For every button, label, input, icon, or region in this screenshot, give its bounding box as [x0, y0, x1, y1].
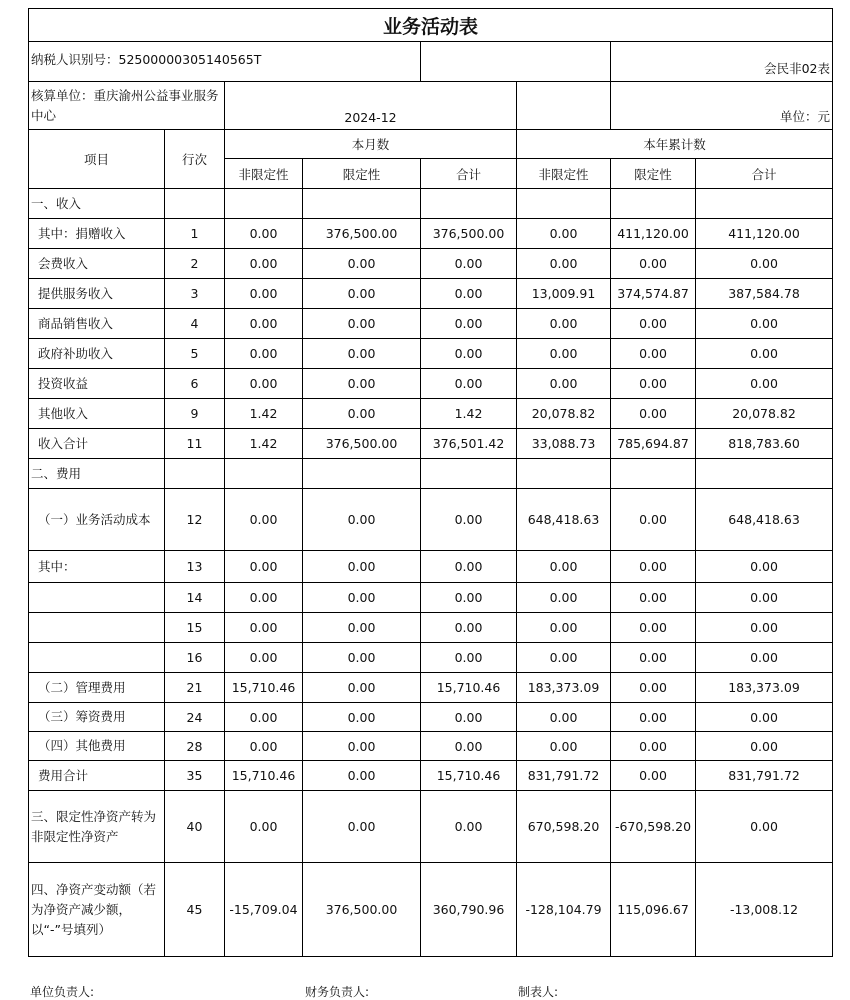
row-value: 0.00 [517, 551, 611, 583]
row-value: 0.00 [696, 613, 833, 643]
row-value: 0.00 [421, 791, 517, 863]
row-line-number: 14 [165, 583, 225, 613]
table-row [29, 673, 833, 703]
table-row [29, 369, 833, 399]
table-row [29, 613, 833, 643]
row-label: 二、费用 [29, 459, 165, 489]
table-row [29, 459, 833, 489]
row-value: 115,096.67 [611, 863, 696, 957]
row-label: 一、收入 [29, 189, 165, 219]
row-value: -128,104.79 [517, 863, 611, 957]
row-value [517, 189, 611, 219]
row-value: 0.00 [225, 613, 303, 643]
row-value: 0.00 [611, 583, 696, 613]
row-value: 0.00 [611, 249, 696, 279]
row-value: 374,574.87 [611, 279, 696, 309]
row-label: 其他收入 [29, 399, 165, 429]
row-value: 0.00 [303, 761, 421, 791]
row-value: 0.00 [696, 309, 833, 339]
row-line-number: 21 [165, 673, 225, 703]
row-value [611, 189, 696, 219]
row-value: 0.00 [421, 732, 517, 761]
row-value: 0.00 [611, 551, 696, 583]
header-ytd-total: 合计 [696, 159, 833, 189]
row-value: 0.00 [611, 732, 696, 761]
row-line-number: 2 [165, 249, 225, 279]
row-value: 376,500.00 [303, 219, 421, 249]
row-label: 提供服务收入 [29, 279, 165, 309]
row-value [696, 189, 833, 219]
table-row [29, 399, 833, 429]
row-value: 0.00 [421, 249, 517, 279]
row-value: 0.00 [421, 339, 517, 369]
row-value: 0.00 [303, 249, 421, 279]
header-total: 合计 [421, 159, 517, 189]
row-value: 0.00 [225, 583, 303, 613]
row-label: 三、限定性净资产转为非限定性净资产 [29, 791, 165, 863]
table-row [29, 219, 833, 249]
row-value: 183,373.09 [696, 673, 833, 703]
row-line-number: 11 [165, 429, 225, 459]
row-value: 0.00 [303, 339, 421, 369]
row-value: 0.00 [696, 732, 833, 761]
row-value: 376,500.00 [303, 863, 421, 957]
row-value: 0.00 [517, 583, 611, 613]
row-value: 0.00 [303, 703, 421, 732]
row-value: 0.00 [303, 399, 421, 429]
row-label: 其中：捐赠收入 [29, 219, 165, 249]
row-value: 0.00 [225, 643, 303, 673]
taxpayer-id: 纳税人识别号：52500000305140565T [29, 42, 421, 82]
table-row [29, 583, 833, 613]
table-row [29, 189, 833, 219]
preparer-label: 制表人: [518, 985, 559, 999]
row-value: 0.00 [303, 551, 421, 583]
row-value: 0.00 [421, 643, 517, 673]
row-value: 0.00 [303, 489, 421, 551]
row-line-number: 3 [165, 279, 225, 309]
row-line-number: 5 [165, 339, 225, 369]
row-value: 0.00 [611, 489, 696, 551]
row-value: 411,120.00 [696, 219, 833, 249]
header-ytd-unrestricted: 非限定性 [517, 159, 611, 189]
row-value: 0.00 [225, 279, 303, 309]
row-value: 0.00 [421, 703, 517, 732]
row-value: 0.00 [225, 339, 303, 369]
row-label [29, 643, 165, 673]
row-value: 670,598.20 [517, 791, 611, 863]
row-line-number [165, 189, 225, 219]
row-line-number: 35 [165, 761, 225, 791]
row-value: 0.00 [303, 583, 421, 613]
row-line-number: 6 [165, 369, 225, 399]
table-row [29, 429, 833, 459]
table-row [29, 643, 833, 673]
header-item: 项目 [29, 130, 165, 189]
row-label: （一）业务活动成本 [29, 489, 165, 551]
row-label: 四、净资产变动额（若为净资产减少额，以“-”号填列） [29, 863, 165, 957]
row-value: 0.00 [303, 613, 421, 643]
row-value [696, 459, 833, 489]
row-line-number: 40 [165, 791, 225, 863]
row-label: 费用合计 [29, 761, 165, 791]
row-value: 0.00 [696, 643, 833, 673]
row-value: 0.00 [517, 369, 611, 399]
period: 2024-12 [225, 82, 517, 130]
row-value: 33,088.73 [517, 429, 611, 459]
table-row [29, 249, 833, 279]
row-label [29, 583, 165, 613]
row-value: 0.00 [611, 673, 696, 703]
row-value: 0.00 [225, 703, 303, 732]
row-value: 15,710.46 [225, 761, 303, 791]
row-value: 0.00 [611, 643, 696, 673]
row-label: 政府补助收入 [29, 339, 165, 369]
row-value: 0.00 [303, 279, 421, 309]
row-value: 0.00 [517, 249, 611, 279]
row-value: 648,418.63 [517, 489, 611, 551]
row-value: 0.00 [611, 369, 696, 399]
row-label: （二）管理费用 [29, 673, 165, 703]
row-value: 15,710.46 [225, 673, 303, 703]
row-line-number: 1 [165, 219, 225, 249]
row-value: 0.00 [517, 309, 611, 339]
table-row [29, 309, 833, 339]
row-value: 0.00 [303, 732, 421, 761]
page-title: 业务活动表 [29, 9, 833, 42]
table-row [29, 863, 833, 957]
table-row [29, 791, 833, 863]
row-value: 0.00 [696, 791, 833, 863]
row-value: 831,791.72 [696, 761, 833, 791]
row-value: 0.00 [696, 703, 833, 732]
row-value: 0.00 [421, 583, 517, 613]
row-value: 183,373.09 [517, 673, 611, 703]
row-value: 360,790.96 [421, 863, 517, 957]
header-unrestricted: 非限定性 [225, 159, 303, 189]
header-line: 行次 [165, 130, 225, 189]
row-line-number: 28 [165, 732, 225, 761]
row-value: 376,500.00 [421, 219, 517, 249]
row-label [29, 613, 165, 643]
row-value [517, 459, 611, 489]
row-value: 0.00 [696, 369, 833, 399]
row-value: 15,710.46 [421, 761, 517, 791]
row-value: 0.00 [225, 732, 303, 761]
table-row [29, 761, 833, 791]
row-label: 投资收益 [29, 369, 165, 399]
row-label: 会费收入 [29, 249, 165, 279]
row-value: 648,418.63 [696, 489, 833, 551]
row-value: 0.00 [225, 219, 303, 249]
row-value: 0.00 [517, 732, 611, 761]
row-line-number: 16 [165, 643, 225, 673]
row-value: 0.00 [611, 309, 696, 339]
row-value: 0.00 [421, 369, 517, 399]
accounting-unit: 核算单位：重庆渝州公益事业服务中心 [29, 82, 225, 130]
row-value [421, 189, 517, 219]
row-value [303, 189, 421, 219]
row-value: 0.00 [421, 551, 517, 583]
row-value [225, 189, 303, 219]
row-value: 831,791.72 [517, 761, 611, 791]
business-activity-table [28, 8, 833, 957]
row-value: 20,078.82 [696, 399, 833, 429]
row-value: 0.00 [421, 309, 517, 339]
header-this-month: 本月数 [225, 130, 517, 159]
row-value: 0.00 [517, 219, 611, 249]
row-value: 0.00 [303, 673, 421, 703]
row-value: 1.42 [225, 429, 303, 459]
row-line-number: 45 [165, 863, 225, 957]
row-line-number: 15 [165, 613, 225, 643]
row-label: （四）其他费用 [29, 732, 165, 761]
row-value: 0.00 [225, 791, 303, 863]
row-value [421, 459, 517, 489]
row-value: 1.42 [421, 399, 517, 429]
row-line-number [165, 459, 225, 489]
row-line-number: 12 [165, 489, 225, 551]
row-value: 0.00 [303, 791, 421, 863]
row-value: 0.00 [611, 761, 696, 791]
row-value: 387,584.78 [696, 279, 833, 309]
currency-unit: 单位：元 [611, 82, 833, 130]
row-value: 0.00 [696, 339, 833, 369]
table-row [29, 489, 833, 551]
row-value [611, 459, 696, 489]
row-value: 0.00 [225, 309, 303, 339]
row-value: -15,709.04 [225, 863, 303, 957]
row-line-number: 24 [165, 703, 225, 732]
row-value: 0.00 [696, 249, 833, 279]
row-value: 0.00 [517, 643, 611, 673]
row-value: 0.00 [303, 643, 421, 673]
row-value: 13,009.91 [517, 279, 611, 309]
row-value: 411,120.00 [611, 219, 696, 249]
row-value: 0.00 [611, 703, 696, 732]
table-row [29, 551, 833, 583]
table-row [29, 279, 833, 309]
row-value: 376,501.42 [421, 429, 517, 459]
header-ytd-restricted: 限定性 [611, 159, 696, 189]
row-label: （三）筹资费用 [29, 703, 165, 732]
row-value: 0.00 [611, 339, 696, 369]
row-value: 0.00 [611, 399, 696, 429]
row-value: 15,710.46 [421, 673, 517, 703]
header-restricted: 限定性 [303, 159, 421, 189]
row-value: 20,078.82 [517, 399, 611, 429]
form-code: 会民非02表 [611, 42, 833, 82]
row-line-number: 9 [165, 399, 225, 429]
table-row [29, 703, 833, 732]
row-value [225, 459, 303, 489]
row-value: 0.00 [225, 489, 303, 551]
row-label: 其中： [29, 551, 165, 583]
row-value: 0.00 [421, 489, 517, 551]
row-label: 收入合计 [29, 429, 165, 459]
row-value: 0.00 [517, 339, 611, 369]
row-value: 376,500.00 [303, 429, 421, 459]
row-value: 0.00 [696, 551, 833, 583]
row-value [303, 459, 421, 489]
row-value: 0.00 [696, 583, 833, 613]
row-value: 0.00 [225, 249, 303, 279]
row-value: 1.42 [225, 399, 303, 429]
row-value: 0.00 [303, 369, 421, 399]
row-line-number: 13 [165, 551, 225, 583]
table-row [29, 732, 833, 761]
row-value: 0.00 [421, 613, 517, 643]
row-value: 0.00 [517, 613, 611, 643]
header-ytd: 本年累计数 [517, 130, 833, 159]
row-value: 0.00 [303, 309, 421, 339]
row-value: 0.00 [517, 703, 611, 732]
row-value: 818,783.60 [696, 429, 833, 459]
finance-head-label: 财务负责人: [305, 985, 370, 999]
row-value: 0.00 [225, 551, 303, 583]
row-line-number: 4 [165, 309, 225, 339]
row-value: -13,008.12 [696, 863, 833, 957]
row-value: 0.00 [611, 613, 696, 643]
table-row [29, 339, 833, 369]
row-value: 785,694.87 [611, 429, 696, 459]
row-label: 商品销售收入 [29, 309, 165, 339]
row-value: 0.00 [421, 279, 517, 309]
row-value: -670,598.20 [611, 791, 696, 863]
row-value: 0.00 [225, 369, 303, 399]
unit-head-label: 单位负责人: [30, 985, 95, 999]
